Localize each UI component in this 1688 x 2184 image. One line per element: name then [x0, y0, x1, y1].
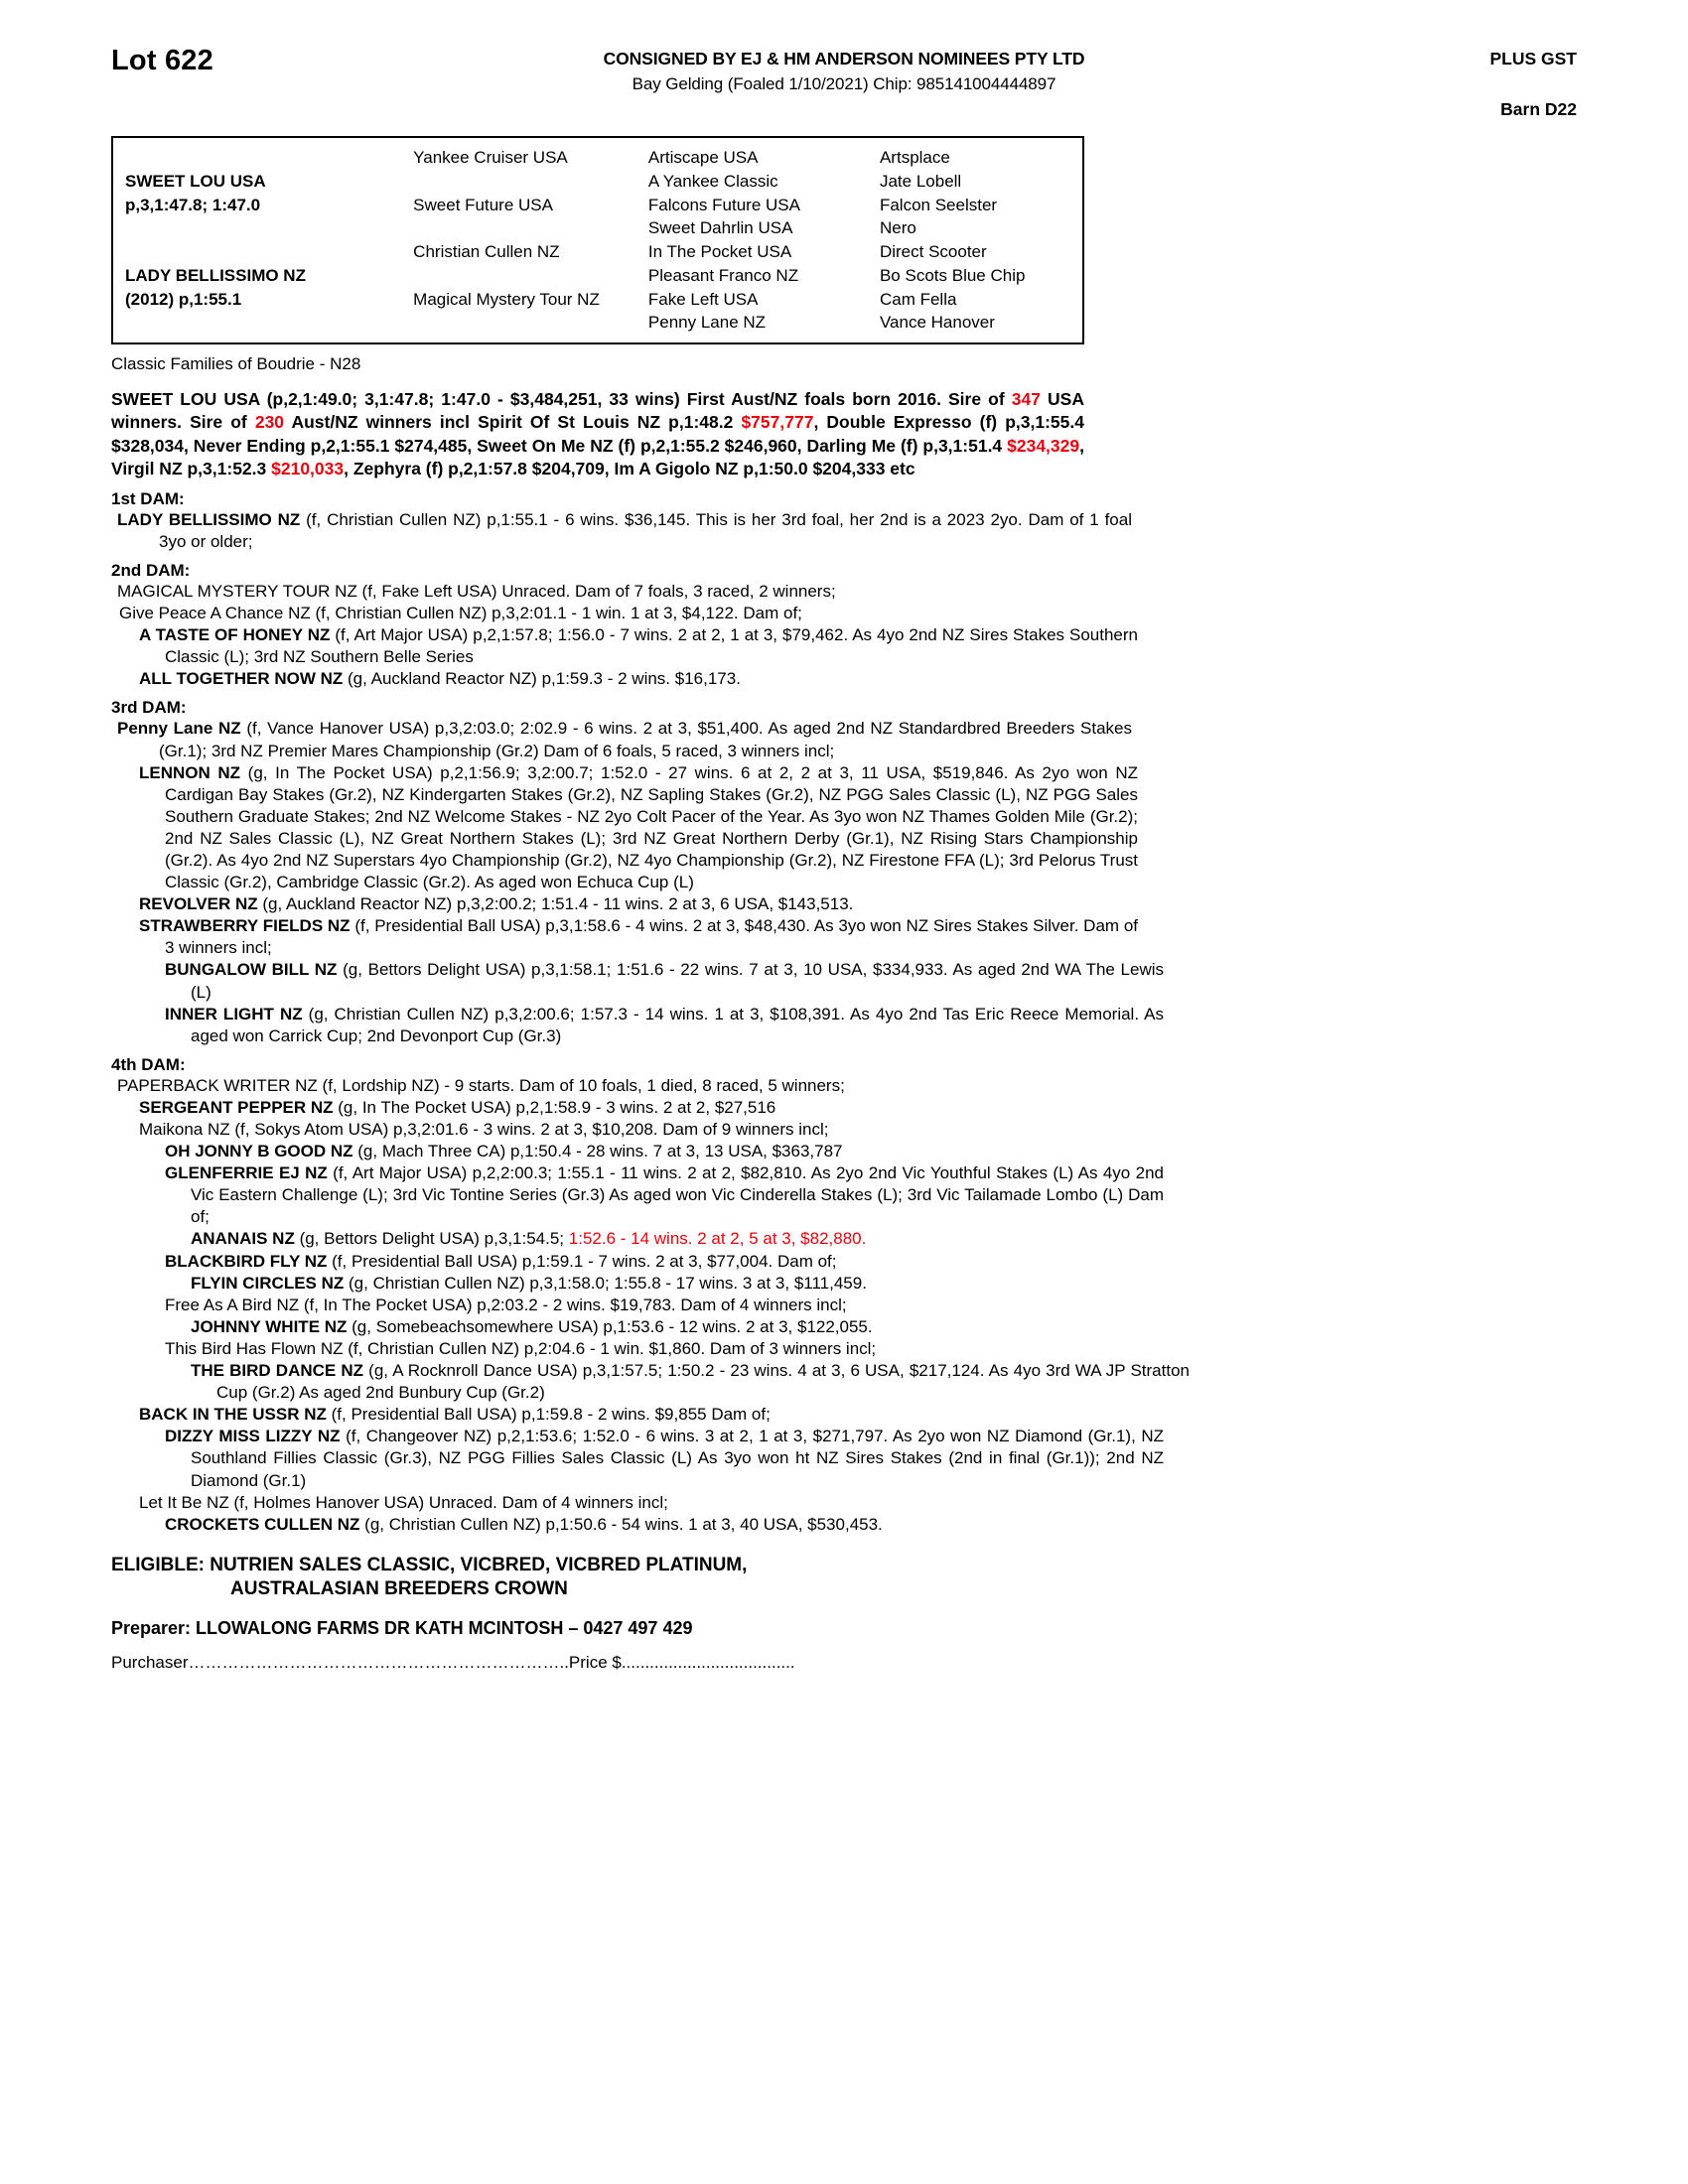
entry-name: BLACKBIRD FLY NZ — [165, 1251, 328, 1271]
pedigree-cell: Vance Hanover — [879, 313, 995, 333]
entry-text: (f, Art Major USA) p,2,2:00.3; 1:55.1 - 11 wins. 2 at 2, $82,810. As 2yo 2nd Vic Youthful Stakes (L) As 4yo 2nd Vic Eastern Challenge (L); 3rd Vic Tontine Series (Gr.3) As aged won Vic Cinderella Stakes (L); 3rd Vic Tailamade Lombo (L) Dam of; — [191, 1163, 1165, 1227]
entry-name: JOHNNY WHITE NZ — [191, 1316, 348, 1336]
entry-text: MAGICAL MYSTERY TOUR NZ (f, Fake Left USA) Unraced. Dam of 7 foals, 3 raced, 2 winners; — [117, 581, 836, 601]
entry-text: (g, Auckland Reactor NZ) p,3,2:00.2; 1:51.4 - 11 wins. 2 at 3, 6 USA, $143,513. — [257, 894, 854, 914]
pedigree-table — [113, 146, 1082, 335]
entry-text: Give Peace A Chance NZ (f, Christian Cullen NZ) p,3,2:01.1 - 1 win. 1 at 3, $4,122. Dam of; — [119, 604, 802, 623]
entry-name: LADY BELLISSIMO NZ — [117, 509, 301, 529]
consignor-line: CONSIGNED BY EJ & HM ANDERSON NOMINEES PTY LTD — [603, 49, 1085, 68]
sire-austnz-winners-count: 230 — [254, 412, 285, 433]
sire-text-1: SWEET LOU USA (p,2,1:49.0; 3,1:47.8; 1:47.0 - $3,484,251, 33 wins) First Aust/NZ foals born 2016. Sire of — [111, 389, 1012, 409]
entry-text: (g, In The Pocket USA) p,2,1:56.9; 3,2:00.7; 1:52.0 - 27 wins. 6 at 2, 2 at 3, 11 USA, $519,846. As 2yo won NZ Cardigan Bay Stakes (Gr.2), NZ Kindergarten Stakes (Gr.2), NZ Sapling Stakes (Gr.2), NZ PGG Sales Classic (L), NZ PGG Sales Southern Graduate Stakes; 2nd NZ Welcome Stakes - NZ 2yo Colt Pacer of the Year. As 3yo won NZ Thames Golden Mile (Gr.2); 2nd NZ Sales Classic (L), NZ Great Northern Stakes (L); 3rd NZ Great Northern Derby (Gr.1), NZ Rising Stars Championship (Gr.2). As 4yo 2nd NZ Superstars 4yo Championship (Gr.2), NZ 4yo Championship (Gr.2), NZ Firestone FFA (L); 3rd Pelorus Trust Classic (Gr.2), Cambridge Classic (Gr.2). As aged won Echuca Cup (L) — [165, 762, 1138, 892]
dam-name: LADY BELLISSIMO NZ — [125, 265, 306, 285]
entry-text: (g, Christian Cullen NZ) p,3,2:00.6; 1:57.3 - 14 wins. 1 at 3, $108,391. As 4yo 2nd Tas Eric Reece Memorial. As aged won Carrick Cup; 2nd Devonport Cup (Gr.3) — [191, 1004, 1164, 1045]
entry-name: LENNON NZ — [139, 762, 241, 782]
pedigree-row — [113, 146, 1082, 170]
dam-heading-2: 2nd DAM: — [111, 560, 191, 580]
entry-text: (g, Mach Three CA) p,1:50.4 - 28 wins. 7 at 3, 13 USA, $363,787 — [352, 1142, 843, 1161]
entry-name: A TASTE OF HONEY NZ — [139, 625, 331, 645]
earnings-highlight: $210,033 — [271, 459, 345, 479]
eligible-line-1: ELIGIBLE: NUTRIEN SALES CLASSIC, VICBRED, VICBRED PLATINUM, — [111, 1554, 748, 1575]
dam-heading-1: 1st DAM: — [111, 488, 185, 508]
dam-record: (2012) p,1:55.1 — [125, 289, 242, 309]
pedigree-cell — [113, 240, 401, 264]
eligible-line-2: AUSTRALASIAN BREEDERS CROWN — [230, 1578, 568, 1600]
entry-text: (f, Presidential Ball USA) p,1:59.8 - 2 wins. $9,855 Dam of; — [326, 1405, 771, 1425]
entry-text: Let It Be NZ (f, Holmes Hanover USA) Unraced. Dam of 4 winners incl; — [139, 1492, 668, 1512]
pedigree-entry — [111, 509, 1132, 553]
entry-text: Maikona NZ (f, Sokys Atom USA) p,3,2:01.6 - 3 wins. 2 at 3, $10,208. Dam of 9 winners incl; — [139, 1120, 829, 1139]
pedigree-cell — [113, 216, 401, 240]
pedigree-entry — [111, 1492, 1138, 1514]
pedigree-cell: Jate Lobell — [879, 171, 962, 191]
header-center — [300, 46, 1388, 94]
pedigree-entry — [117, 1075, 1090, 1097]
pedigree-cell: Sweet Dahrlin USA — [647, 218, 793, 238]
pedigree-entry — [111, 1004, 1164, 1047]
pedigree-cell: Magical Mystery Tour NZ — [413, 289, 600, 309]
pedigree-cell: Fake Left USA — [647, 289, 759, 309]
pedigree-entry — [111, 1162, 1164, 1228]
entry-text: (f, Changeover NZ) p,2,1:53.6; 1:52.0 - 6 wins. 3 at 2, 1 at 3, $271,797. As 2yo won NZ Diamond (Gr.1), NZ Southland Fillies Classic (Gr.3), NZ PGG Fillies Sales Classic (L) As 3yo won ht NZ Sires Stakes (2nd in final (Gr.1)); 2nd NZ Diamond (Gr.1) — [191, 1427, 1164, 1490]
preparer-line: Preparer: LLOWALONG FARMS DR KATH MCINTOSH – 0427 497 429 — [111, 1618, 693, 1639]
entry-text: (g, In The Pocket USA) p,2,1:58.9 - 3 wins. 2 at 2, $27,516 — [333, 1097, 776, 1117]
pedigree-cell: Artiscape USA — [647, 148, 759, 167]
entry-name: Penny Lane NZ — [117, 719, 241, 739]
entry-name: REVOLVER NZ — [139, 894, 258, 914]
pedigree-row — [113, 264, 1082, 288]
pedigree-cell — [401, 216, 636, 240]
pedigree-entry — [111, 1273, 1190, 1295]
entry-text: This Bird Has Flown NZ (f, Christian Cullen NZ) p,2:04.6 - 1 win. $1,860. Dam of 3 winners incl; — [165, 1338, 877, 1358]
page-header — [111, 46, 1577, 120]
sire-name: SWEET LOU USA — [125, 171, 266, 191]
barn-label: Barn D22 — [1500, 99, 1577, 119]
entry-text: (g, Christian Cullen NZ) p,1:50.6 - 54 wins. 1 at 3, 40 USA, $530,453. — [359, 1514, 883, 1534]
entry-text: (g, Bettors Delight USA) p,3,1:54.5; — [294, 1229, 569, 1249]
pedigree-entry — [111, 603, 1112, 624]
pedigree-entry — [111, 1514, 1164, 1536]
pedigree-entry — [111, 1119, 1138, 1141]
pedigree-row — [113, 170, 1082, 194]
entry-text: (g, Bettors Delight USA) p,3,1:58.1; 1:51.6 - 22 wins. 7 at 3, 10 USA, $334,933. As aged 2nd WA The Lewis (L) — [191, 960, 1164, 1002]
entry-name: THE BIRD DANCE NZ — [191, 1361, 364, 1381]
eligible-block — [111, 1554, 1577, 1602]
pedigree-cell: Sweet Future USA — [413, 195, 553, 214]
entry-name: BUNGALOW BILL NZ — [165, 960, 338, 980]
lot-number: Lot 622 — [111, 45, 213, 76]
entry-text: (f, Christian Cullen NZ) p,1:55.1 - 6 wins. $36,145. This is her 3rd foal, her 2nd is a 2023 2yo. Dam of 1 foal 3yo or older; — [159, 509, 1132, 551]
entry-name: GLENFERRIE EJ NZ — [165, 1163, 328, 1183]
pedigree-entry — [111, 1360, 1190, 1404]
entry-text: PAPERBACK WRITER NZ (f, Lordship NZ) - 9 starts. Dam of 10 foals, 1 died, 8 raced, 5 winners; — [117, 1075, 845, 1095]
entry-name: STRAWBERRY FIELDS NZ — [139, 916, 351, 936]
pedigree-entry — [111, 1141, 1164, 1162]
pedigree-cell — [113, 311, 401, 335]
pedigree-cell: Falcon Seelster — [879, 195, 998, 214]
entry-text: (f, Presidential Ball USA) p,1:59.1 - 7 wins. 2 at 3, $77,004. Dam of; — [327, 1251, 837, 1271]
entry-name: FLYIN CIRCLES NZ — [191, 1273, 345, 1293]
classic-families-line: Classic Families of Boudrie - N28 — [111, 354, 361, 373]
pedigree-entry — [111, 1404, 1138, 1426]
pedigree-cell: Bo Scots Blue Chip — [879, 265, 1026, 285]
pedigree-row — [113, 288, 1082, 312]
pedigree-entry — [111, 1338, 1164, 1360]
pedigree-cell: In The Pocket USA — [647, 242, 792, 261]
entry-text: (g, Somebeachsomewhere USA) p,1:53.6 - 12 wins. 2 at 3, $122,055. — [347, 1316, 873, 1336]
entry-name: ANANAIS NZ — [191, 1229, 295, 1249]
pedigree-entry — [111, 1426, 1164, 1491]
sire-text-3: Aust/NZ winners incl Spirit Of St Louis NZ p,1:48.2 — [284, 412, 742, 433]
entry-name: ALL TOGETHER NOW NZ — [139, 669, 344, 689]
pedigree-entry — [111, 1316, 1190, 1338]
pedigree-cell — [401, 170, 636, 194]
pedigree-cell: Falcons Future USA — [647, 195, 800, 214]
entry-text: (f, Vance Hanover USA) p,3,2:03.0; 2:02.9 - 6 wins. 2 at 3, $51,400. As aged 2nd NZ Standardbred Breeders Stakes (Gr.1); 3rd NZ Premier Mares Championship (Gr.2) Dam of 6 foals, 5 raced, 3 winners incl; — [159, 719, 1132, 760]
entry-text: (g, Auckland Reactor NZ) p,1:59.3 - 2 wins. $16,173. — [343, 669, 741, 689]
entry-text: (g, A Rocknroll Dance USA) p,3,1:57.5; 1:50.2 - 23 wins. 4 at 3, 6 USA, $217,124. As 4yo 3rd WA JP Stratton Cup (Gr.2) As aged 2nd Bunbury Cup (Gr.2) — [216, 1361, 1190, 1403]
plus-gst-label: PLUS GST — [1489, 49, 1577, 68]
entry-name: SERGEANT PEPPER NZ — [139, 1097, 334, 1117]
entry-name: DIZZY MISS LIZZY NZ — [165, 1427, 341, 1446]
pedigree-entry — [111, 718, 1132, 761]
sire-text-2: USA winners. Sire of — [111, 389, 1084, 433]
sire-text-5: , Virgil NZ p,3,1:52.3 — [111, 435, 1084, 479]
pedigree-entry — [111, 762, 1138, 894]
pedigree-box — [111, 136, 1084, 344]
entry-text: (f, Presidential Ball USA) p,3,1:58.6 - 4 wins. 2 at 3, $48,430. As 3yo won NZ Sires Stakes Silver. Dam of 3 winners incl; — [165, 916, 1138, 958]
pedigree-entry — [111, 1097, 1138, 1119]
pedigree-cell: Pleasant Franco NZ — [647, 265, 799, 285]
earnings-highlight: $757,777 — [741, 412, 814, 433]
pedigree-cell: Yankee Cruiser USA — [413, 148, 568, 167]
sire-cell — [113, 146, 401, 170]
pedigree-cell: Christian Cullen NZ — [413, 242, 560, 261]
dam-heading-4: 4th DAM: — [111, 1054, 186, 1074]
pedigree-cell: Cam Fella — [879, 289, 957, 309]
pedigree-row — [113, 194, 1082, 217]
animal-description: Bay Gelding (Foaled 1/10/2021) Chip: 985141004444897 — [632, 74, 1056, 93]
sire-text-4: , Double Expresso (f) p,3,1:55.4 $328,034, Never Ending p,2,1:55.1 $274,485, Sweet On Me NZ (f) p,2,1:55.2 $246,960, Darling Me (f) p,3,1:51.4 — [111, 412, 1084, 456]
pedigree-row — [113, 240, 1082, 264]
pedigree-row — [113, 311, 1082, 335]
pedigree-cell — [401, 264, 636, 288]
entry-text: (f, Art Major USA) p,2,1:57.8; 1:56.0 - 7 wins. 2 at 2, 1 at 3, $79,462. As 4yo 2nd NZ Sires Stakes Southern Classic (L); 3rd NZ Southern Belle Series — [165, 625, 1138, 667]
entry-name: CROCKETS CULLEN NZ — [165, 1514, 360, 1534]
sire-usa-winners-count: 347 — [1011, 389, 1041, 409]
pedigree-row — [113, 216, 1082, 240]
pedigree-cell — [401, 311, 636, 335]
pedigree-entry — [111, 959, 1164, 1003]
pedigree-cell: Penny Lane NZ — [647, 313, 767, 333]
pedigree-entry — [111, 893, 1138, 915]
entry-name: INNER LIGHT NZ — [165, 1004, 303, 1024]
entry-name: OH JONNY B GOOD NZ — [165, 1142, 353, 1161]
pedigree-cell: A Yankee Classic — [647, 171, 778, 191]
purchaser-line: Purchaser…………………………………………………………..Price $..................................... — [111, 1653, 795, 1673]
pedigree-entry — [111, 915, 1138, 959]
pedigree-entry — [111, 668, 1138, 690]
pedigree-entry — [111, 1295, 1164, 1316]
pedigree-entry — [111, 1228, 1190, 1250]
earnings-highlight: $234,329 — [1007, 435, 1080, 456]
pedigree-entry — [111, 1251, 1164, 1273]
pedigree-entry — [111, 624, 1138, 668]
entry-text: Free As A Bird NZ (f, In The Pocket USA) p,2:03.2 - 2 wins. $19,783. Dam of 4 winners incl; — [165, 1295, 847, 1314]
dam-heading-3: 3rd DAM: — [111, 698, 187, 718]
header-right — [1388, 46, 1577, 120]
pedigree-cell: Direct Scooter — [879, 242, 987, 261]
entry-highlight: 1:52.6 - 14 wins. 2 at 2, 5 at 3, $82,880. — [568, 1229, 867, 1249]
pedigree-cell: Artsplace — [879, 148, 950, 167]
sire-summary — [111, 388, 1084, 481]
pedigree-entry — [117, 581, 1090, 603]
pedigree-cell: Nero — [879, 218, 916, 238]
entry-text: (g, Christian Cullen NZ) p,3,1:58.0; 1:55.8 - 17 wins. 3 at 3, $111,459. — [344, 1273, 867, 1293]
sire-record: p,3,1:47.8; 1:47.0 — [125, 195, 261, 214]
entry-name: BACK IN THE USSR NZ — [139, 1405, 327, 1425]
sire-text-6: , Zephyra (f) p,2,1:57.8 $204,709, Im A Gigolo NZ p,1:50.0 $204,333 etc — [344, 459, 915, 479]
